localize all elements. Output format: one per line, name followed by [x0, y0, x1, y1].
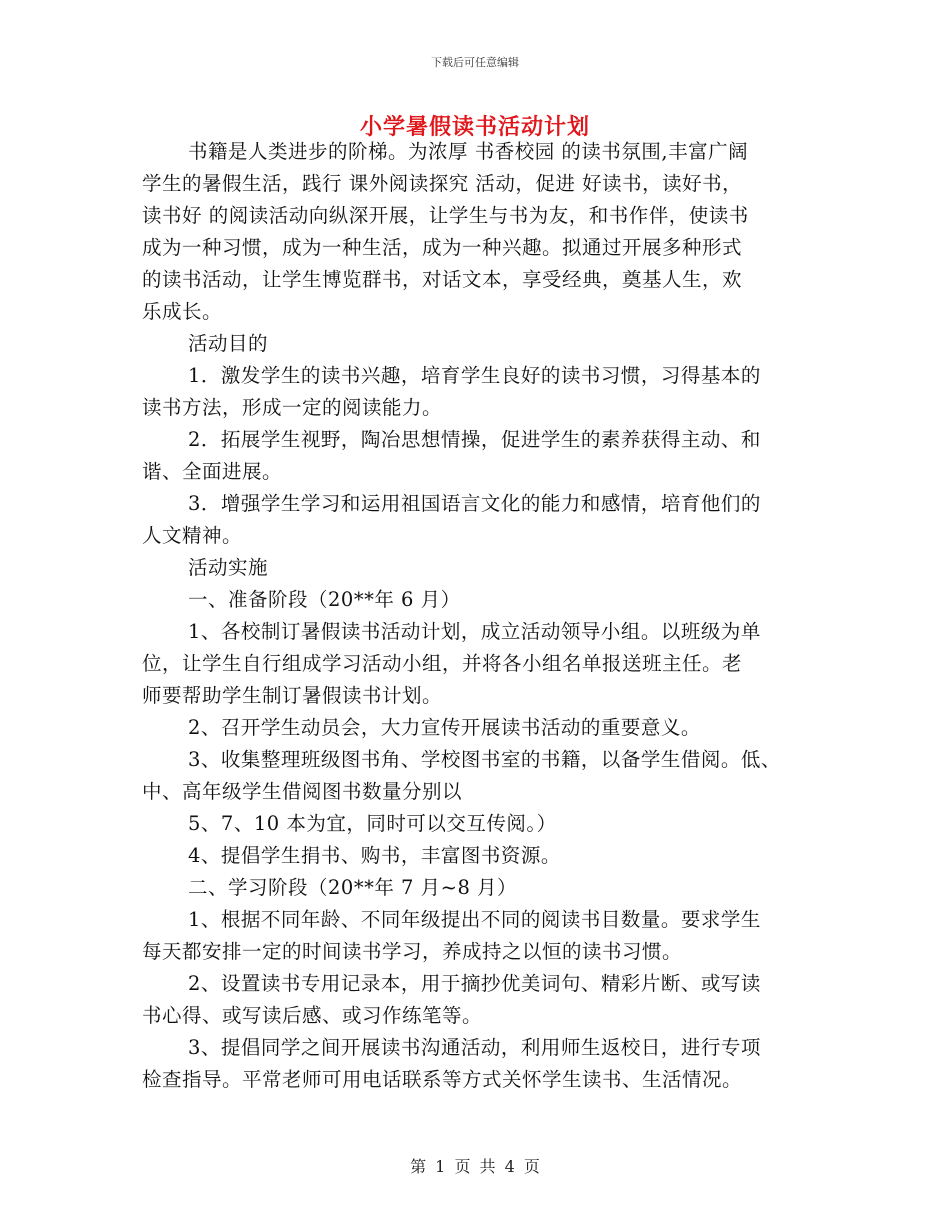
paragraph-line: 3、提倡同学之间开展读书沟通活动，利用师生返校日，进行专项 [188, 1036, 761, 1059]
paragraph-line: 读书方法，形成一定的阅读能力。 [142, 396, 443, 419]
page-header-note: 下载后可任意编辑 [431, 56, 519, 69]
paragraph-line: 1．激发学生的读书兴趣，培育学生良好的读书习惯，习得基本的 [188, 364, 761, 387]
paragraph-line: 成为一种习惯，成为一种生活，成为一种兴趣。拟通过开展多种形式 [142, 236, 743, 259]
paragraph-line: 3、收集整理班级图书角、学校图书室的书籍，以备学生借阅。低、 [188, 748, 781, 771]
paragraph-line: 3．增强学生学习和运用祖国语言文化的能力和感情，培育他们的 [188, 492, 761, 515]
paragraph-line: 人文精神。 [142, 524, 243, 547]
paragraph-line: 活动目的 [188, 332, 269, 355]
paragraph-line: 中、高年级学生借阅图书数量分别以 [142, 780, 463, 803]
document-title: 小学暑假读书活动计划 [359, 114, 590, 140]
paragraph-line: 二、学习阶段（20**年 7 月~8 月） [188, 876, 518, 899]
paragraph-line: 一、准备阶段（20**年 6 月） [188, 588, 461, 611]
paragraph-line: 乐成长。 [142, 300, 223, 323]
paragraph-line: 谐、全面进展。 [142, 460, 283, 483]
paragraph-line: 活动实施 [188, 556, 269, 579]
paragraph-line: 学生的暑假生活，践行 课外阅读探究 活动，促进 好读书，读好书， [142, 172, 743, 195]
paragraph-line: 2．拓展学生视野，陶冶思想情操，促进学生的素养获得主动、和 [188, 428, 761, 451]
paragraph-line: 的读书活动，让学生博览群书，对话文本，享受经典，奠基人生，欢 [142, 268, 743, 291]
paragraph-line: 检查指导。平常老师可用电话联系等方式关怀学生读书、生活情况。 [142, 1068, 743, 1091]
paragraph-line: 5、7、10 本为宜，同时可以交互传阅。） [188, 812, 557, 835]
paragraph-line: 2、召开学生动员会，大力宣传开展读书活动的重要意义。 [188, 716, 701, 739]
paragraph-line: 2、设置读书专用记录本，用于摘抄优美词句、精彩片断、或写读 [188, 972, 761, 995]
paragraph-line: 书心得、或写读后感、或习作练笔等。 [142, 1004, 483, 1027]
paragraph-line: 4、提倡学生捐书、购书，丰富图书资源。 [188, 844, 561, 867]
document-body [142, 136, 812, 1096]
paragraph-line: 读书好 的阅读活动向纵深开展，让学生与书为友，和书作伴，使读书 [142, 204, 749, 227]
paragraph-line: 书籍是人类进步的阶梯。为浓厚 书香校园 的读书氛围,丰富广阔 [188, 140, 749, 163]
paragraph-line: 师要帮助学生制订暑假读书计划。 [142, 684, 443, 707]
paragraph-line: 1、各校制订暑假读书活动计划，成立活动领导小组。以班级为单 [188, 620, 761, 643]
paragraph-line: 每天都安排一定的时间读书学习，养成持之以恒的读书习惯。 [142, 940, 683, 963]
paragraph-line: 位，让学生自行组成学习活动小组，并将各小组名单报送班主任。老 [142, 652, 743, 675]
page-number-footer: 第 1 页 共 4 页 [410, 1157, 540, 1176]
paragraph-line: 1、根据不同年龄、不同年级提出不同的阅读书目数量。要求学生 [188, 908, 761, 931]
